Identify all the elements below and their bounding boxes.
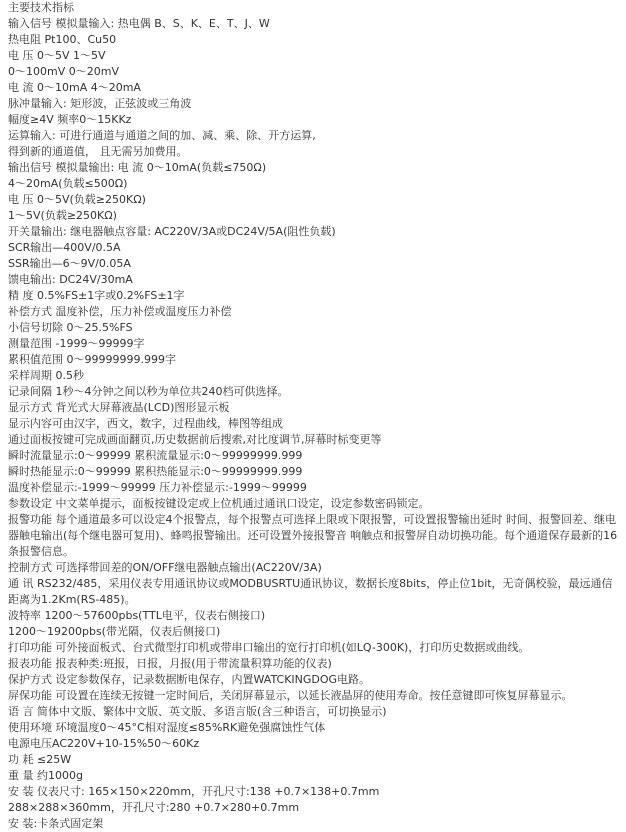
spec-paragraph-communication: 通 讯 RS232/485，采用仪表专用通讯协议或MODBUSRTU通讯协议，数据长度8bits，停止位1bit，无奇偶校验，最远通信距离为1.2Km(RS-485)。	[8, 577, 613, 606]
spec-line: 参数设定 中文菜单提示，面板按键设定或上位机通过通讯口设定，设定参数密码锁定。	[8, 497, 430, 510]
spec-line: 幅度≥4V 频率0～15KKz	[8, 113, 132, 126]
spec-line: 电 压 0～5V(负载≥250KΩ)	[8, 193, 146, 206]
spec-line: 显示内容可由汉字，西文，数字，过程曲线，棒图等组成	[8, 417, 283, 430]
spec-line: 1200～19200pbs(带光隔，仪表后侧接口)	[8, 625, 221, 638]
spec-line: 开关量输出: 继电器触点容量: AC220V/3A或DC24V/5A(阻性负载)	[8, 225, 336, 238]
spec-line: 采样周期 0.5秒	[8, 369, 84, 382]
spec-line: 小信号切除 0～25.5%FS	[8, 321, 133, 334]
spec-line: 安 装:卡条式固定架	[8, 817, 104, 830]
spec-line: 温度补偿显示:-1999～99999 压力补偿显示:-1999～99999	[8, 481, 307, 494]
spec-line: 288×288×360mm，开孔尺寸:280 +0.7×280+0.7mm	[8, 801, 300, 814]
spec-line: 保护方式 设定参数保存，记录数据断电保存，内置WATCKINGDOG电路。	[8, 673, 371, 686]
spec-line: 电 压 0～5V 1～5V	[8, 49, 106, 62]
spec-line: 精 度 0.5%FS±1字或0.2%FS±1字	[8, 289, 185, 302]
spec-line: 瞬时热能显示:0～99999 累积热能显示:0～99999999.999	[8, 465, 303, 478]
spec-line: 通过面板按键可完成画面翻页,历史数据前后搜索,对比度调节,屏幕时标变更等	[8, 433, 382, 446]
spec-paragraph-alarm: 报警功能 每个通道最多可以设定4个报警点，每个报警点可选择上限或下限报警，可设置报警输出延时 时间、报警回差、继电器触电输出(每个继电器可复用)、蜂鸣报警输出。还可设置外接报警音 响触点和报警屏自动切换功能。每个通道保存最新的16条报警信息。	[8, 513, 618, 558]
spec-document	[8, 0, 620, 832]
spec-line: 电源电压AC220V+10-15%50～60Kz	[8, 737, 200, 750]
spec-paragraph-screensaver: 屏保功能 可设置在连续无按键一定时间后，关闭屏幕显示，以延长液晶屏的使用寿命。按任意键即可恢复屏幕显示。	[8, 689, 573, 702]
spec-line: SSR输出—6～9V/0.05A	[8, 257, 131, 270]
spec-line: 累积值范围 0～99999999.999字	[8, 353, 176, 366]
spec-line: 瞬时流量显示:0～99999 累积流量显示:0～99999999.999	[8, 449, 303, 462]
spec-line: 电 流 0～10mA 4～20mA	[8, 81, 141, 94]
spec-line: 热电阻 Pt100、Cu50	[8, 33, 117, 46]
spec-line: 控制方式 可选择带回差的ON/OFF继电器触点输出(AC220V/3A)	[8, 561, 322, 574]
spec-line: 0～100mV 0～20mV	[8, 65, 119, 78]
spec-line: 补偿方式 温度补偿，压力补偿或温度压力补偿	[8, 305, 232, 318]
spec-line: 使用环境 环境温度0～45°C相对湿度≤85%RK避免强腐蚀性气体	[8, 721, 326, 734]
spec-line: 打印功能 可外接面板式、台式微型打印机或带串口输出的宽行打印机(如LQ-300K)，打印历史数据或曲线。	[8, 641, 530, 654]
spec-line: 4～20mA(负载≤500Ω)	[8, 177, 128, 190]
spec-line: 脉冲量输入: 矩形波，正弦波或三角波	[8, 97, 192, 110]
spec-line: 测量范围 -1999～99999字	[8, 337, 145, 350]
spec-line: 输入信号 模拟量输入: 热电偶 B、S、K、E、T、J、W	[8, 17, 270, 30]
document-title: 主要技术指标	[8, 1, 74, 14]
spec-line: 报表功能 报表种类:班报，日报，月报(用于带流量积算功能的仪表)	[8, 657, 332, 670]
spec-line: 得到新的通道值， 且无需另加费用。	[8, 145, 188, 158]
spec-line: 运算输入: 可进行通道与通道之间的加、减、乘、除、开方运算,	[8, 129, 316, 142]
spec-line: 显示方式 背光式大屏幕液晶(LCD)图形显示板	[8, 401, 230, 414]
spec-line: SCR输出—400V/0.5A	[8, 241, 121, 254]
spec-line: 记录间隔 1秒～4分钟之间以秒为单位共240档可供选择。	[8, 385, 289, 398]
spec-line: 语 言 简体中文版、繁体中文版、英文版、多语言版(含三种语言，可切换显示)	[8, 705, 387, 718]
spec-line: 安 装 仪表尺寸: 165×150×220mm，开孔尺寸:138 +0.7×138+0.7mm	[8, 785, 380, 798]
spec-line: 馈电输出: DC24V/30mA	[8, 273, 133, 286]
spec-line: 波特率 1200～57600pbs(TTL电平，仪表右侧接口)	[8, 609, 266, 622]
spec-line: 功 耗 ≤25W	[8, 753, 72, 766]
spec-line: 重 量 约1000g	[8, 769, 83, 782]
spec-line: 输出信号 模拟量输出: 电 流 0～10mA(负载≤750Ω)	[8, 161, 267, 174]
spec-line: 1～5V(负载≥250KΩ)	[8, 209, 117, 222]
